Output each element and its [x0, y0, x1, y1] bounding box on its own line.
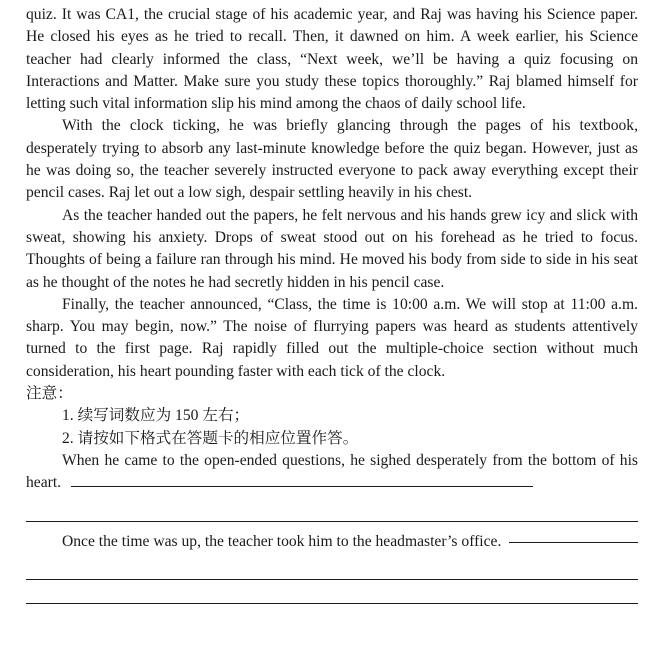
answer-line[interactable]: [26, 521, 638, 522]
document-page: [26, 4, 638, 607]
answer-line[interactable]: [26, 579, 638, 580]
story-paragraph-2: With the clock ticking, he was briefly glancing through the pages of his textbook, desperately trying to absorb any last-minute knowledge before the quiz began. However, just as he was doing so, the teacher severely instructed everyone to pack away everything except their pencil cases. Raj let out a low sigh, despair settling heavily in his chest.: [26, 117, 638, 202]
note-item-2: 2. 请按如下格式在答题卡的相应位置作答。: [62, 429, 359, 447]
notes-heading: 注意：: [26, 385, 73, 403]
prompt-block-1: [26, 450, 638, 525]
story-paragraph-3: As the teacher handed out the papers, he felt nervous and his hands grew icy and slick with sweat, showing his anxiety. Drops of sweat stood out on his forehead as he tried to focus. Thoughts of being a failure ran through his mind. He moved his body from side to side in his seat as he thought of the notes he had secretly hidden in his pencil case.: [26, 206, 638, 291]
story-paragraph-1: quiz. It was CA1, the crucial stage of his academic year, and Raj was having his Science paper. He closed his eyes as he tried to recall. Then, it dawned on him. A week earlier, his Science teacher had clearly informed the class, “Next week, we’ll be having a quiz focusing on Interactions and Matter. Make sure you study these topics thoroughly.” Raj blamed himself for letting such vital information slip his mind among the chaos of daily school life.: [26, 6, 638, 113]
answer-line[interactable]: [26, 603, 638, 604]
note-item-1: 1. 续写词数应为 150 左右；: [62, 407, 250, 425]
answer-line[interactable]: [71, 485, 533, 487]
prompt-sentence-2: Once the time was up, the teacher took him to the headmaster’s office.: [62, 532, 502, 550]
story-paragraph-4: Finally, the teacher announced, “Class, the time is 10:00 a.m. We will stop at 11:00 a.m. sharp. You may begin, now.” The noise of flurrying papers was heard as students attentively turned to the first page. Raj rapidly filled out the multiple-choice section without much consideration, his heart pounding faster with each tick of the clock.: [26, 295, 638, 380]
answer-line[interactable]: [509, 542, 638, 543]
prompt-sentence-1: When he came to the open-ended questions, he sighed desperately from the bottom of his heart.: [26, 451, 638, 492]
prompt-block-2: [26, 531, 638, 607]
